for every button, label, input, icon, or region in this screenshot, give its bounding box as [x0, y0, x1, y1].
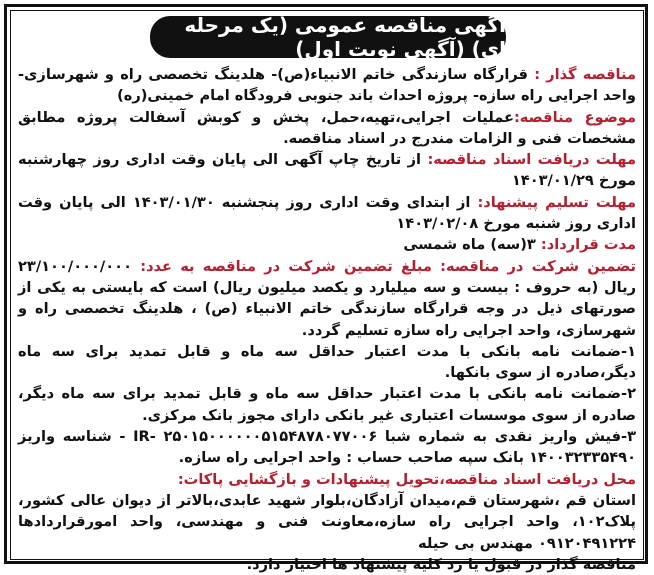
contract-duration-label: مدت قرارداد:: [540, 236, 636, 254]
location-paragraph: [18, 469, 636, 490]
guarantee-item: ۱-ضمانت نامه بانکی با مدت اعتبار حداقل سه ماه و قابل تمدید برای سه ماه دیگر،صادره از سوی بانکها.: [18, 342, 636, 382]
tender-holder-text: قرارگاه سازندگی خاتم الانبیاء(ص)- هلدینگ تخصصی راه و شهرسازی-واحد اجرایی راه سازه- پروژه احداث باند جنوبی فرودگاه امام خمینی(ره): [18, 66, 636, 105]
location-text: استان قم ،شهرستان قم،میدان آزادگان،بلوار شهید عابدی،بالاتر از دیوان عالی کشور، پلاک۱۰۲، واحد اجرایی راه سازه،معاونت فنی و مهندسی، واحد امورقراردادها ۰۹۱۲۰۴۹۱۲۲۴ مهندس بی حیله: [18, 491, 636, 552]
doc-deadline-paragraph: [18, 149, 636, 192]
guarantee-label: تضمین شرکت در مناقصه: مبلغ تضمین شرکت در مناقصه به عدد:: [140, 257, 636, 275]
tender-notice-body: [18, 64, 636, 575]
guarantee-item: ۲-ضمانت نامه بانکی با مدت اعتبار حداقل سه ماه و قابل تمدید برای سه ماه دیگر، صادره از سوی موسسات اعتباری غیر بانکی دارای مجوز بانک مرکزی.: [18, 385, 636, 424]
contract-duration-paragraph: [18, 234, 636, 255]
guarantee-text: ۲۳/۱۰۰/۰۰۰/۰۰۰ ریال (به حروف : بیست و سه میلیارد و یکصد میلیون ریال) است که بایستی به یکی از صورتهای ذیل در وجه قرارگاه سازندگی خاتم الانبیاء (ص) ، هلدینگ تخصصی راه و شهرسازی، واحد اجرایی راه سازه تسلیم گردد.: [18, 257, 636, 339]
submit-deadline-paragraph: [18, 192, 636, 235]
tender-holder-label: مناقصه گذار :: [534, 66, 636, 83]
doc-deadline-text: از تاریخ چاپ آگهی الی پایان وقت اداری روز چهارشنبه مورخ ۱۴۰۳/۰۱/۲۹: [18, 151, 636, 190]
subject-text: عملیات اجرایی،تهیه،حمل، پخش و کوبش آسفالت پروژه مطابق مشخصات فنی و الزامات مندرج در اسناد مناقصه.: [18, 108, 636, 147]
tender-holder-paragraph: [18, 64, 636, 107]
guarantee-paragraph: [18, 256, 636, 341]
submit-deadline-text: از ابتدای وقت اداری روز پنجشنبه ۱۴۰۳/۰۱/۳۰ الی پایان وقت اداری روز شنبه مورخ ۱۴۰۳/۰۲/۰۸: [18, 193, 636, 233]
subject-label: موضوع مناقصه:: [513, 108, 636, 126]
submit-deadline-label: مهلت تسلیم پیشنهاد:: [477, 193, 636, 211]
doc-deadline-label: مهلت دریافت اسناد مناقصه:: [427, 151, 636, 169]
contract-duration-text: ۳(سه) ماه شمسی: [403, 236, 541, 254]
closing-text: مناقصه گذار در قبول یا رد کلیه پیشنهاد ها اختیار دارد.: [246, 555, 636, 573]
subject-paragraph: [18, 107, 636, 150]
location-label: محل دریافت اسناد مناقصه،تحویل پیشنهادات و بازگشایی پاکات:: [177, 470, 636, 488]
guarantee-item: ۳-فیش واریز نقدی به شماره شبا IR- ۲۵۰۱۵۰۰۰۰۰۰۵۱۵۴۸۷۸۰۷۷۰۰۶ - شناسه واریز ۱۴۰۰۳۲۳۳۵۴۹۰ بانک سپه صاحب حساب : واحد اجرایی راه سازه.: [18, 428, 636, 467]
page-title: آگهی مناقصه عمومی (یک مرحله ای) (آگهی نوبت اول): [150, 16, 506, 58]
